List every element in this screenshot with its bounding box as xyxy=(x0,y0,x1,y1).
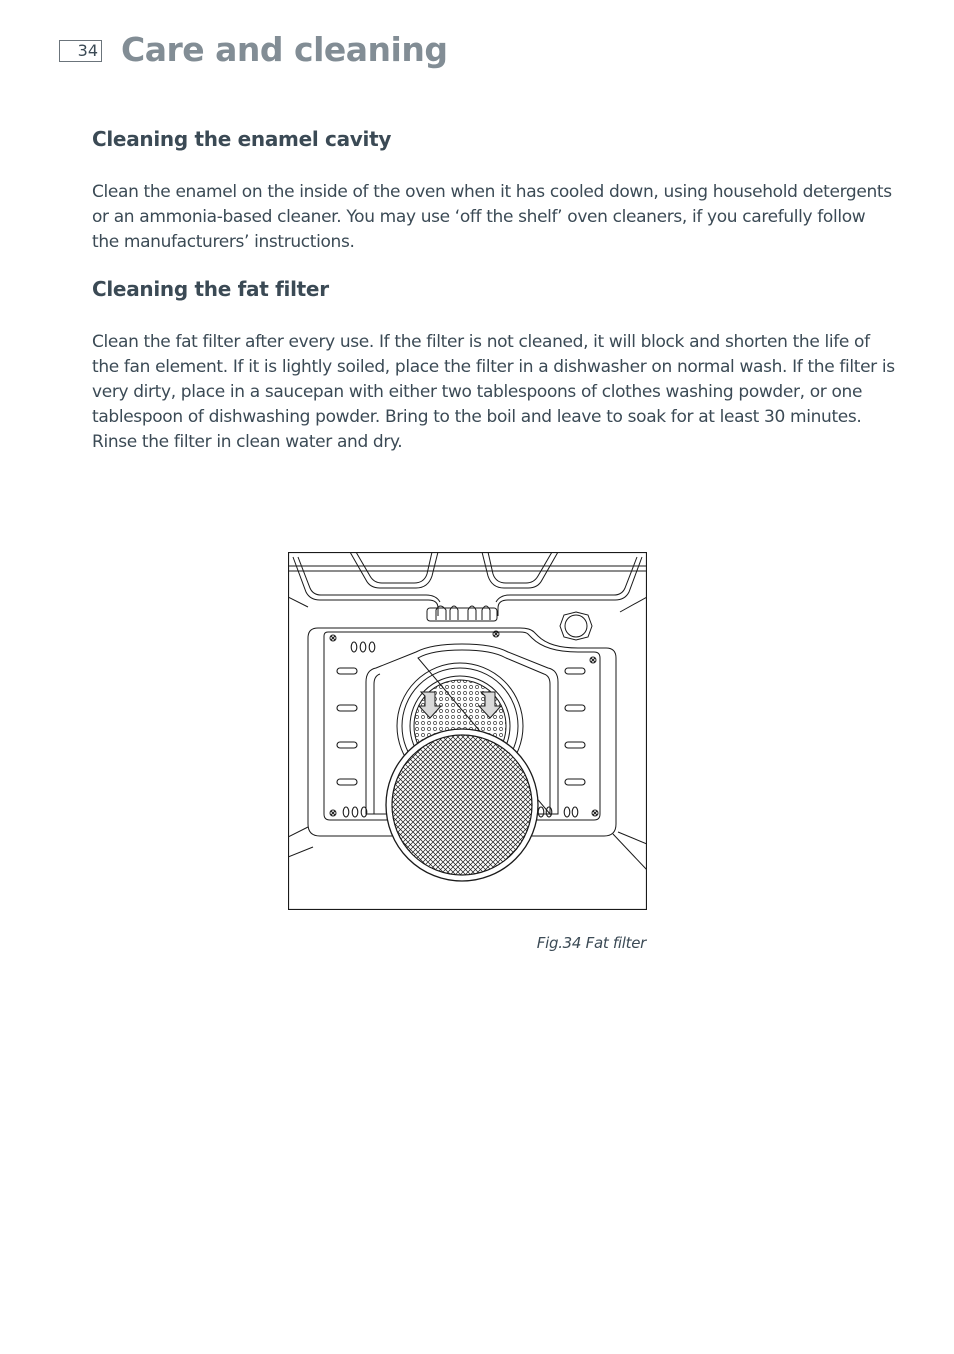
page-title: Care and cleaning xyxy=(121,30,448,69)
section-heading-enamel-cavity: Cleaning the enamel cavity xyxy=(92,127,392,151)
paragraph-enamel-cavity: Clean the enamel on the inside of the oven when it has cooled down, using household detergents or an ammonia-based cleaner. You may use ‘off the shelf’ oven cleaners, if you carefully follow the manufacturers’ instructions. xyxy=(92,182,892,252)
paragraph-fat-filter: Clean the fat filter after every use. If the filter is not cleaned, it will block and shorten the life of the fan element. If it is lightly soiled, place the filter in a dishwasher on normal wash. If the filter is very dirty, place in a saucepan with either two tablespoons of clothes washing powder, or one tablespoon of dishwashing powder. Bring to the boil and leave to soak for at least 30 minutes. Rinse the filter in clean water and dry. xyxy=(92,332,895,452)
figure-caption: Fig.34 Fat filter xyxy=(536,934,646,952)
section-heading-fat-filter: Cleaning the fat filter xyxy=(92,277,329,301)
fat-filter-illustration xyxy=(288,552,647,910)
page-number: 34 xyxy=(59,40,102,62)
